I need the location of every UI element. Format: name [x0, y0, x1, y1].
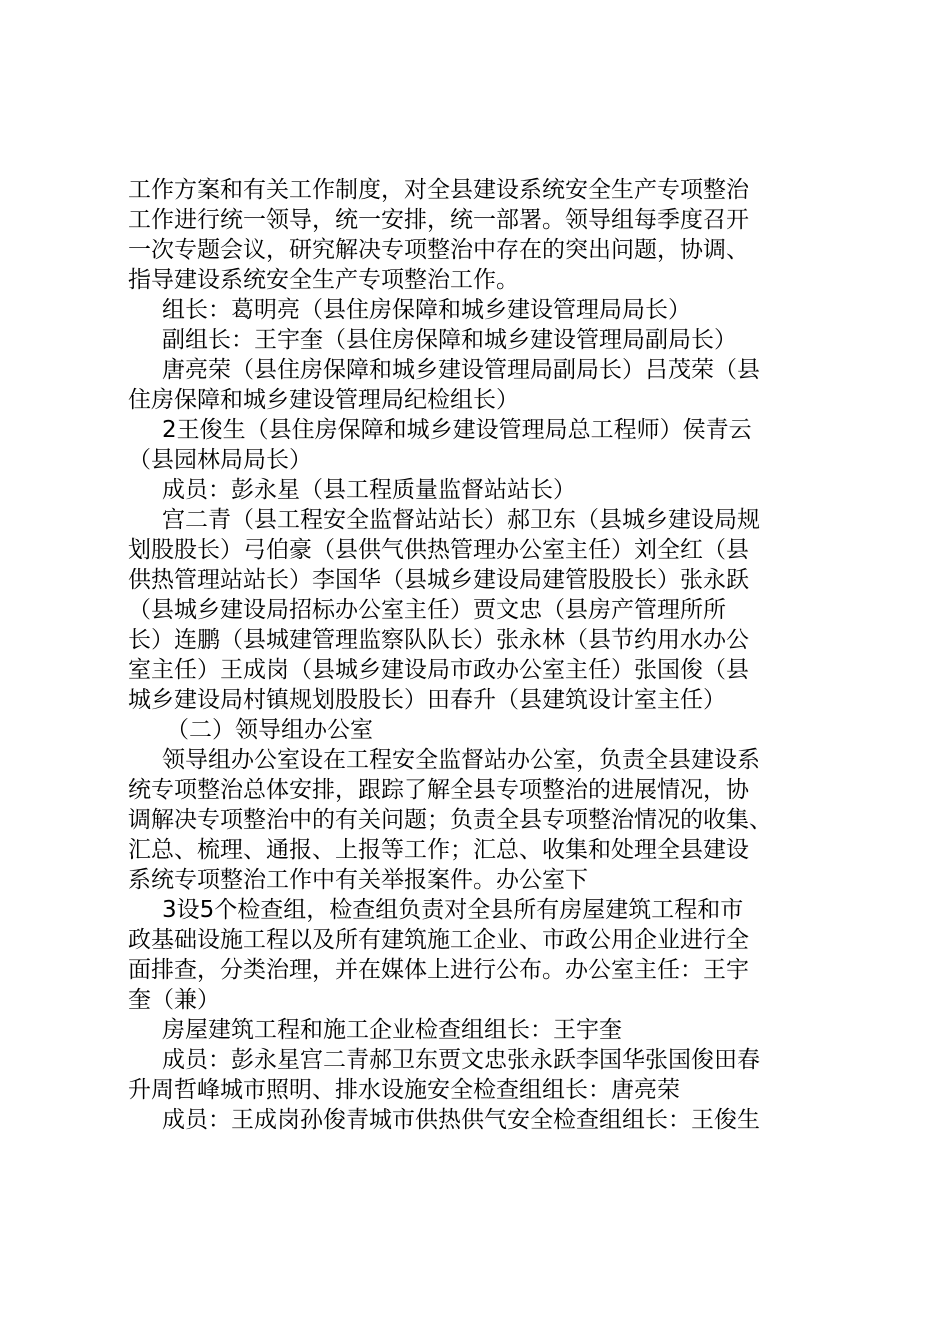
text-line: 成员：彭永星（县工程质量监督站站长） [162, 477, 576, 503]
text-line: 2王俊生（县住房保障和城乡建设管理局总工程师）侯青云 [162, 417, 752, 443]
text-line: （县城乡建设局招标办公室主任）贾文忠（县房产管理所所 [128, 597, 726, 623]
text-line: 一次专题会议，研究解决专项整治中存在的突出问题，协调、 [128, 237, 749, 263]
text-line: 供热管理站站长）李国华（县城乡建设局建管股股长）张永跃 [128, 567, 749, 593]
text-line: 汇总、梳理、通报、上报等工作；汇总、收集和处理全县建设 [128, 837, 749, 863]
text-line: 政基础设施工程以及所有建筑施工企业、市政公用企业进行全 [128, 927, 749, 953]
text-line: 副组长：王宇奎（县住房保障和城乡建设管理局副局长） [162, 327, 737, 353]
text-line: 成员：王成岗孙俊青城市供热供气安全检查组组长：王俊生 [162, 1107, 760, 1133]
text-line: 面排查，分类治理，并在媒体上进行公布。办公室主任：王宇 [128, 957, 749, 983]
text-line: 划股股长）弓伯豪（县供气供热管理办公室主任）刘全红（县 [128, 537, 749, 563]
text-line: 成员：彭永星宫二青郝卫东贾文忠张永跃李国华张国俊田春 [162, 1047, 760, 1073]
text-line: 统专项整治总体安排，跟踪了解全县专项整治的进展情况，协 [128, 777, 749, 803]
document-body [128, 175, 828, 1135]
text-line: 组长：葛明亮（县住房保障和城乡建设管理局局长） [162, 297, 691, 323]
text-line: 房屋建筑工程和施工企业检查组组长：王宇奎 [162, 1017, 622, 1043]
text-line: 调解决专项整治中的有关问题；负责全县专项整治情况的收集、 [128, 807, 772, 833]
text-line: （县园林局局长） [128, 447, 312, 473]
text-line: 唐亮荣（县住房保障和城乡建设管理局副局长）吕茂荣（县 [162, 357, 760, 383]
text-line: 室主任）王成岗（县城乡建设局市政办公室主任）张国俊（县 [128, 657, 749, 683]
text-line: 住房保障和城乡建设管理局纪检组长） [128, 387, 519, 413]
text-line: 系统专项整治工作中有关举报案件。办公室下 [128, 867, 588, 893]
text-line: 长）连鹏（县城建管理监察队队长）张永林（县节约用水办公 [128, 627, 749, 653]
text-line: 工作进行统一领导，统一安排，统一部署。领导组每季度召开 [128, 207, 749, 233]
text-line: 宫二青（县工程安全监督站站长）郝卫东（县城乡建设局规 [162, 507, 760, 533]
text-line: 领导组办公室设在工程安全监督站办公室，负责全县建设系 [162, 747, 760, 773]
text-line: （二）领导组办公室 [166, 717, 373, 743]
text-line: 升周哲峰城市照明、排水设施安全检查组组长：唐亮荣 [128, 1077, 680, 1103]
text-line: 奎（兼） [128, 987, 220, 1013]
text-line: 城乡建设局村镇规划股股长）田春升（县建筑设计室主任） [128, 687, 726, 713]
text-line: 工作方案和有关工作制度，对全县建设系统安全生产专项整治 [128, 177, 749, 203]
text-line: 指导建设系统安全生产专项整治工作。 [128, 267, 519, 293]
text-line: 3设5个检查组，检查组负责对全县所有房屋建筑工程和市 [162, 897, 744, 923]
